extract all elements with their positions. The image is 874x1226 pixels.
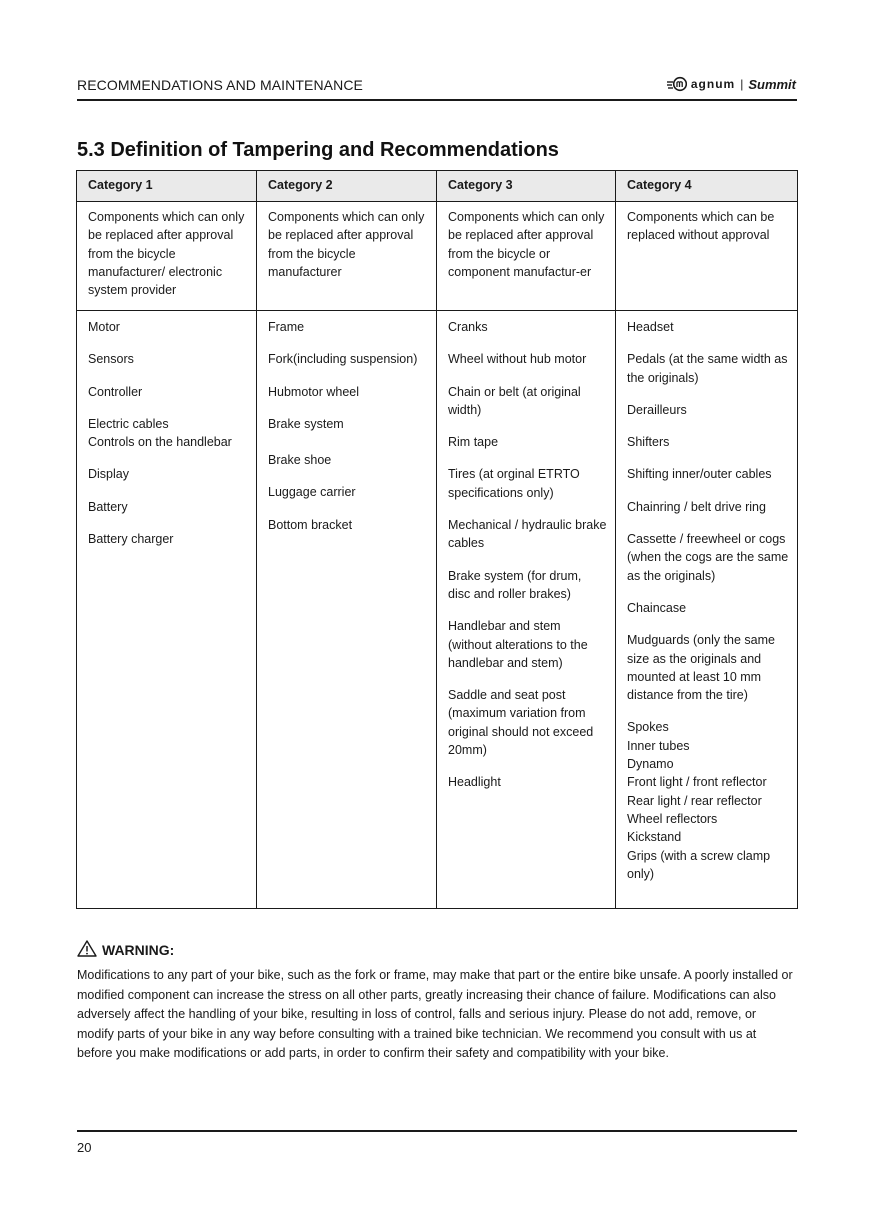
list-item: Tires (at orginal ETRTO specifications only) bbox=[448, 467, 580, 500]
warning-text: Modifications to any part of your bike, such as the fork or frame, may make that part or the entire bike unsafe. A poorly installed or modified component can increase the stress on all other parts, greatly increasing their chance of failure. Modifications can also adversely affect the handling of your bike, resulting in loss of control, falls and serious injury. Please do not add, remove, or modify parts of your bike in any way before consulting with a trained bike technician. We recommend you consult with us at before you make modifications or add parts, in order to confirm their safety and compatibility with your bike. bbox=[77, 968, 793, 1060]
list-item: Dynamo bbox=[627, 757, 674, 772]
footer-divider bbox=[77, 1130, 797, 1132]
category-2-items bbox=[257, 311, 437, 909]
header-title: RECOMMENDATIONS AND MAINTENANCE bbox=[77, 77, 363, 93]
list-item: Shifting inner/outer cables bbox=[627, 467, 772, 482]
column-header: Category 3 bbox=[437, 171, 616, 202]
list-item: Mudguards (only the same size as the originals and mounted at least 10 mm distance from the tire) bbox=[627, 633, 775, 703]
list-item: Display bbox=[88, 467, 129, 482]
list-item: Electric cables bbox=[88, 416, 169, 431]
column-header: Category 4 bbox=[616, 171, 798, 202]
list-item: Battery bbox=[88, 499, 128, 514]
list-item: Controls on the handlebar bbox=[88, 435, 232, 450]
list-item: Saddle and seat post (maximum variation from original should not exceed 20mm) bbox=[448, 688, 594, 758]
list-item: Fork(including suspension) bbox=[268, 352, 418, 367]
list-item: Shifters bbox=[627, 435, 670, 450]
page-number: 20 bbox=[77, 1140, 92, 1155]
list-item: Handlebar and stem (without alterations to the handlebar and stem) bbox=[448, 619, 588, 670]
warning-heading bbox=[77, 940, 174, 960]
list-item: Headlight bbox=[448, 775, 501, 790]
list-item: Battery charger bbox=[88, 532, 174, 547]
brand-name: agnum bbox=[690, 77, 736, 91]
table-description-row bbox=[77, 202, 798, 311]
list-item: Chainring / belt drive ring bbox=[627, 499, 766, 514]
category-description: Components which can only be replaced after approval from the bicycle manufacturer/ electronic system provider bbox=[77, 202, 257, 311]
column-header: Category 1 bbox=[77, 171, 257, 202]
header-divider bbox=[77, 99, 797, 101]
category-description: Components which can be replaced without approval bbox=[616, 202, 798, 311]
list-item: Brake system (for drum, disc and roller brakes) bbox=[448, 568, 582, 601]
list-item: Front light / front reflector bbox=[627, 775, 767, 790]
list-item: Chaincase bbox=[627, 600, 687, 615]
brand-separator: | bbox=[740, 77, 744, 91]
list-item: Sensors bbox=[88, 352, 134, 367]
list-item: Derailleurs bbox=[627, 402, 687, 417]
brand-logo bbox=[667, 76, 796, 92]
category-description: Components which can only be replaced after approval from the bicycle manufacturer bbox=[257, 202, 437, 311]
tampering-table bbox=[76, 170, 798, 909]
category-4-items bbox=[616, 311, 798, 909]
list-item: Hubmotor wheel bbox=[268, 384, 360, 399]
category-description: Components which can only be replaced after approval from the bicycle or component manufactur-er bbox=[437, 202, 616, 311]
list-item: Inner tubes bbox=[627, 738, 690, 753]
magnum-logo-icon bbox=[667, 76, 687, 92]
category-3-items bbox=[437, 311, 616, 909]
category-1-items bbox=[77, 311, 257, 909]
list-item: Motor bbox=[88, 320, 120, 334]
list-item: Kickstand bbox=[627, 830, 682, 845]
list-item: Spokes bbox=[627, 720, 669, 735]
list-item: Rear light / rear reflector bbox=[627, 793, 762, 808]
section-title: 5.3 Definition of Tampering and Recommendations bbox=[77, 139, 559, 161]
brand-subname: Summit bbox=[748, 76, 796, 92]
column-header: Category 2 bbox=[257, 171, 437, 202]
list-item: Brake system bbox=[268, 416, 344, 431]
list-item: Brake shoe bbox=[268, 453, 332, 468]
list-item: Wheel reflectors bbox=[627, 811, 718, 826]
list-item: Pedals (at the same width as the originals) bbox=[627, 352, 788, 385]
list-item: Mechanical / hydraulic brake cables bbox=[448, 518, 607, 551]
list-item: Cranks bbox=[448, 320, 488, 334]
list-item: Bottom bracket bbox=[268, 517, 353, 532]
list-item: Controller bbox=[88, 384, 143, 399]
table-items-row bbox=[77, 311, 798, 909]
list-item: Cassette / freewheel or cogs (when the cogs are the same as the originals) bbox=[627, 532, 789, 583]
table-header-row bbox=[77, 171, 798, 202]
list-item: Frame bbox=[268, 320, 305, 334]
list-item: Chain or belt (at original width) bbox=[448, 384, 581, 417]
list-item: Wheel without hub motor bbox=[448, 352, 587, 367]
warning-label: WARNING: bbox=[102, 942, 175, 958]
list-item: Luggage carrier bbox=[268, 485, 356, 500]
list-item: Grips (with a screw clamp only) bbox=[627, 848, 771, 881]
list-item: Headset bbox=[627, 320, 674, 334]
list-item: Rim tape bbox=[448, 435, 499, 450]
warning-triangle-icon bbox=[77, 940, 97, 960]
